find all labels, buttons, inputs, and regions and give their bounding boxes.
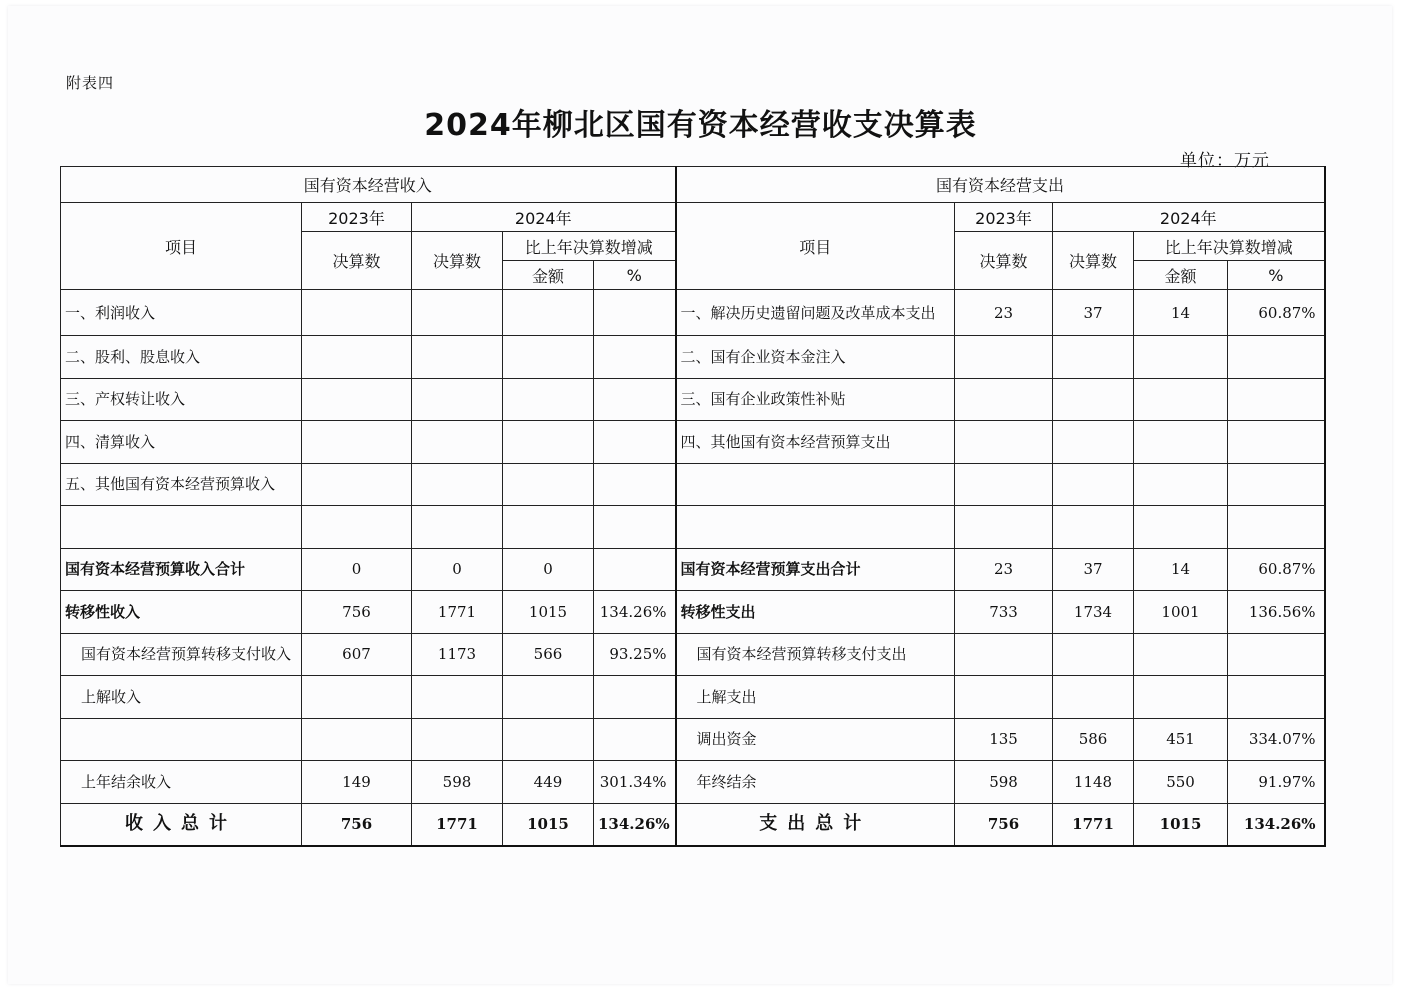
expense-item-cell: 上解支出: [676, 676, 955, 719]
income-change-percent-cell: [594, 548, 676, 591]
income-item-cell: 四、清算收入: [61, 421, 302, 464]
income-item-cell: 收入总计: [61, 803, 302, 846]
table-row: [61, 290, 1325, 336]
income-2023-cell: [302, 290, 412, 336]
income-2023-cell: 756: [302, 803, 412, 846]
income-change-percent-cell: [594, 336, 676, 379]
income-item-cell: 上解收入: [61, 676, 302, 719]
income-2024-cell: 1771: [412, 803, 503, 846]
expense-change-amount-cell: 1001: [1134, 591, 1228, 634]
table-row: [61, 676, 1325, 719]
expense-2023-cell: [955, 676, 1053, 719]
expense-change-percent-cell: [1228, 378, 1325, 421]
expense-change-percent-cell: [1228, 676, 1325, 719]
expense-change-amount-cell: 1015: [1134, 803, 1228, 846]
income-change-amount-cell: [503, 290, 594, 336]
income-2023-cell: [302, 421, 412, 464]
income-change-amount-cell: [503, 336, 594, 379]
income-2023-cell: [302, 336, 412, 379]
expense-item-cell: 调出资金: [676, 718, 955, 761]
income-item-cell: [61, 718, 302, 761]
expense-2024-cell: 586: [1053, 718, 1134, 761]
income-item-cell: [61, 506, 302, 549]
expense-2024-cell: [1053, 336, 1134, 379]
expense-item-cell: 三、国有企业政策性补贴: [676, 378, 955, 421]
expense-item-cell: 四、其他国有资本经营预算支出: [676, 421, 955, 464]
expense-change-header: 比上年决算数增减: [1134, 232, 1325, 261]
income-change-percent-cell: [594, 378, 676, 421]
income-change-amount-cell: [503, 506, 594, 549]
expense-item-cell: [676, 506, 955, 549]
income-item-cell: 三、产权转让收入: [61, 378, 302, 421]
income-year-curr-header: 2024年: [412, 203, 676, 232]
income-change-percent-cell: [594, 718, 676, 761]
expense-2023-cell: 23: [955, 548, 1053, 591]
expense-item-header: 项目: [676, 203, 955, 290]
attachment-label: 附表四: [66, 74, 115, 92]
expense-change-percent-cell: 134.26%: [1228, 803, 1325, 846]
income-item-cell: 国有资本经营预算转移支付收入: [61, 633, 302, 676]
expense-2024-cell: 37: [1053, 290, 1134, 336]
income-2024-cell: [412, 718, 503, 761]
expense-2024-cell: 37: [1053, 548, 1134, 591]
expense-change-amount-cell: 550: [1134, 761, 1228, 804]
income-2023-cell: 607: [302, 633, 412, 676]
expense-item-cell: [676, 463, 955, 506]
income-change-amount-cell: 566: [503, 633, 594, 676]
income-item-cell: 二、股利、股息收入: [61, 336, 302, 379]
expense-item-cell: 支出总计: [676, 803, 955, 846]
income-2023-cell: 756: [302, 591, 412, 634]
income-change-amount-cell: [503, 378, 594, 421]
income-change-amount-cell: 449: [503, 761, 594, 804]
total-row: [61, 803, 1325, 846]
income-change-percent-cell: 301.34%: [594, 761, 676, 804]
income-2024-cell: 1771: [412, 591, 503, 634]
income-2024-cell: 0: [412, 548, 503, 591]
expense-2023-cell: 756: [955, 803, 1053, 846]
expense-section-header: 国有资本经营支出: [676, 167, 1325, 203]
income-2024-cell: 598: [412, 761, 503, 804]
income-change-header: 比上年决算数增减: [503, 232, 676, 261]
expense-2024-cell: [1053, 506, 1134, 549]
income-percent-header: %: [594, 261, 676, 290]
income-2024-cell: [412, 463, 503, 506]
expense-2024-cell: [1053, 676, 1134, 719]
income-change-percent-cell: [594, 463, 676, 506]
income-2024-cell: [412, 676, 503, 719]
expense-2023-cell: [955, 463, 1053, 506]
income-change-percent-cell: [594, 506, 676, 549]
income-change-percent-cell: [594, 290, 676, 336]
income-2023-cell: 0: [302, 548, 412, 591]
expense-item-cell: 一、解决历史遗留问题及改革成本支出: [676, 290, 955, 336]
expense-change-percent-cell: [1228, 506, 1325, 549]
table-row: [61, 336, 1325, 379]
expense-change-amount-cell: [1134, 463, 1228, 506]
expense-change-percent-cell: 60.87%: [1228, 290, 1325, 336]
expense-change-amount-cell: 14: [1134, 290, 1228, 336]
income-change-percent-cell: [594, 421, 676, 464]
page-title: 2024年柳北区国有资本经营收支决算表: [424, 108, 977, 143]
expense-2023-cell: 733: [955, 591, 1053, 634]
income-change-amount-cell: 0: [503, 548, 594, 591]
expense-change-percent-cell: [1228, 463, 1325, 506]
expense-amount-header: 金额: [1134, 261, 1228, 290]
expense-change-percent-cell: 136.56%: [1228, 591, 1325, 634]
expense-2024-cell: [1053, 463, 1134, 506]
expense-2023-cell: 23: [955, 290, 1053, 336]
income-item-cell: 五、其他国有资本经营预算收入: [61, 463, 302, 506]
income-item-cell: 转移性收入: [61, 591, 302, 634]
expense-item-cell: 年终结余: [676, 761, 955, 804]
expense-final-prev-header: 决算数: [955, 232, 1053, 290]
expense-2023-cell: 135: [955, 718, 1053, 761]
income-change-percent-cell: [594, 676, 676, 719]
expense-change-amount-cell: [1134, 378, 1228, 421]
income-final-prev-header: 决算数: [302, 232, 412, 290]
table-row: [61, 718, 1325, 761]
expense-item-cell: 转移性支出: [676, 591, 955, 634]
income-final-curr-header: 决算数: [412, 232, 503, 290]
income-change-percent-cell: 134.26%: [594, 803, 676, 846]
income-year-prev-header: 2023年: [302, 203, 412, 232]
income-2023-cell: 149: [302, 761, 412, 804]
expense-change-percent-cell: 334.07%: [1228, 718, 1325, 761]
table-row: [61, 378, 1325, 421]
income-2023-cell: [302, 506, 412, 549]
income-change-percent-cell: 93.25%: [594, 633, 676, 676]
income-change-amount-cell: [503, 463, 594, 506]
expense-percent-header: %: [1228, 261, 1325, 290]
expense-2023-cell: [955, 336, 1053, 379]
table-row: [61, 463, 1325, 506]
expense-2023-cell: [955, 378, 1053, 421]
income-2024-cell: [412, 378, 503, 421]
expense-2024-cell: [1053, 421, 1134, 464]
expense-change-amount-cell: 14: [1134, 548, 1228, 591]
expense-change-amount-cell: 451: [1134, 718, 1228, 761]
income-2023-cell: [302, 676, 412, 719]
expense-2023-cell: [955, 506, 1053, 549]
table-row: [61, 548, 1325, 591]
table-row: [61, 506, 1325, 549]
expense-change-amount-cell: [1134, 633, 1228, 676]
expense-change-amount-cell: [1134, 506, 1228, 549]
expense-change-amount-cell: [1134, 336, 1228, 379]
table-row: [61, 633, 1325, 676]
income-2023-cell: [302, 463, 412, 506]
expense-change-percent-cell: 91.97%: [1228, 761, 1325, 804]
income-change-percent-cell: 134.26%: [594, 591, 676, 634]
income-2024-cell: [412, 421, 503, 464]
income-2024-cell: 1173: [412, 633, 503, 676]
income-change-amount-cell: [503, 421, 594, 464]
table-row: [61, 421, 1325, 464]
expense-change-amount-cell: [1134, 421, 1228, 464]
income-section-header: 国有资本经营收入: [61, 167, 676, 203]
expense-year-curr-header: 2024年: [1053, 203, 1325, 232]
expense-2024-cell: 1148: [1053, 761, 1134, 804]
table-row: [61, 761, 1325, 804]
budget-table: [60, 166, 1326, 847]
income-2024-cell: [412, 336, 503, 379]
expense-change-amount-cell: [1134, 676, 1228, 719]
expense-change-percent-cell: 60.87%: [1228, 548, 1325, 591]
income-change-amount-cell: 1015: [503, 803, 594, 846]
income-item-cell: 上年结余收入: [61, 761, 302, 804]
income-change-amount-cell: 1015: [503, 591, 594, 634]
income-item-header: 项目: [61, 203, 302, 290]
expense-change-percent-cell: [1228, 336, 1325, 379]
expense-2023-cell: [955, 421, 1053, 464]
income-item-cell: 一、利润收入: [61, 290, 302, 336]
unit-label: 单位：万元: [1180, 151, 1270, 171]
income-2023-cell: [302, 378, 412, 421]
income-amount-header: 金额: [503, 261, 594, 290]
income-item-cell: 国有资本经营预算收入合计: [61, 548, 302, 591]
table-row: [61, 591, 1325, 634]
expense-2024-cell: 1771: [1053, 803, 1134, 846]
expense-final-curr-header: 决算数: [1053, 232, 1134, 290]
expense-item-cell: 国有资本经营预算转移支付支出: [676, 633, 955, 676]
expense-year-prev-header: 2023年: [955, 203, 1053, 232]
income-2023-cell: [302, 718, 412, 761]
expense-item-cell: 国有资本经营预算支出合计: [676, 548, 955, 591]
income-change-amount-cell: [503, 676, 594, 719]
expense-2024-cell: [1053, 633, 1134, 676]
expense-2024-cell: 1734: [1053, 591, 1134, 634]
expense-item-cell: 二、国有企业资本金注入: [676, 336, 955, 379]
expense-2023-cell: [955, 633, 1053, 676]
income-change-amount-cell: [503, 718, 594, 761]
expense-change-percent-cell: [1228, 421, 1325, 464]
expense-2023-cell: 598: [955, 761, 1053, 804]
income-2024-cell: [412, 290, 503, 336]
expense-change-percent-cell: [1228, 633, 1325, 676]
income-2024-cell: [412, 506, 503, 549]
expense-2024-cell: [1053, 378, 1134, 421]
